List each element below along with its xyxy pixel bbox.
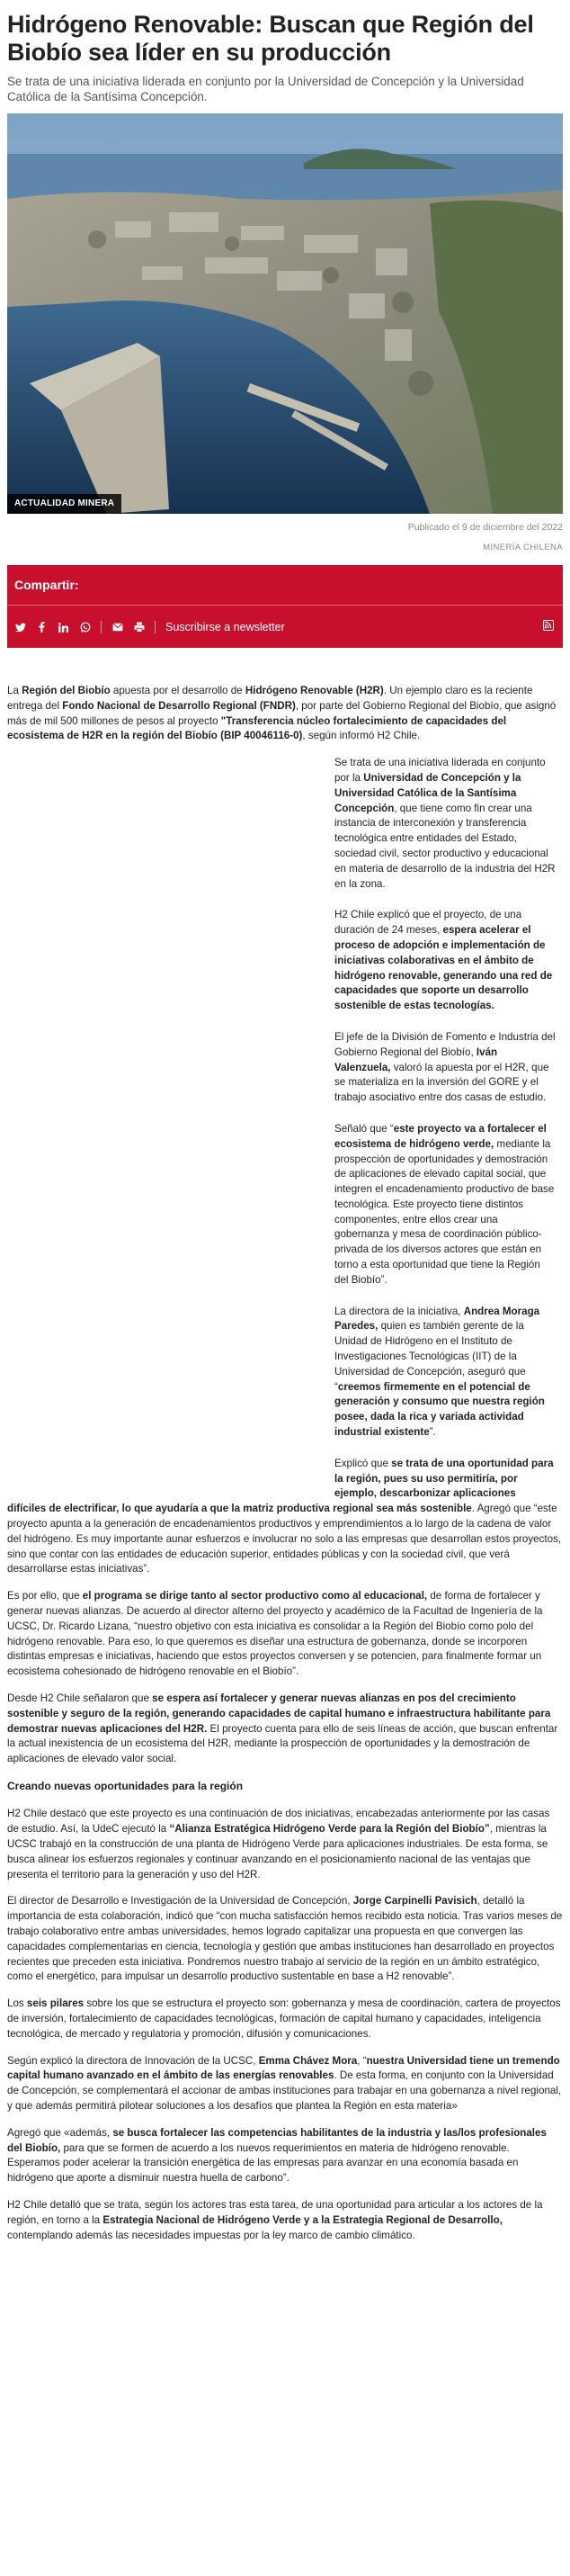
share-separator <box>155 621 156 633</box>
bold-text: Hidrógeno Renovable (H2R) <box>245 684 384 696</box>
linkedin-icon[interactable] <box>58 622 69 633</box>
whatsapp-icon[interactable] <box>79 622 91 633</box>
bold-text: Iván Valenzuela, <box>334 1046 498 1073</box>
paragraph <box>334 908 556 1014</box>
paragraph <box>334 1122 556 1288</box>
text-run: Agregó que «además, <box>7 2126 113 2139</box>
text-run: El director de Desarrollo e Investigación de la Universidad de Concepción, <box>7 1895 353 1907</box>
text-run: contemplando además las necesidades impuestas por la ley marco de cambio climático. <box>7 2229 415 2241</box>
text-run: quien es también gerente de la Unidad de Hidrógeno en el Instituto de Investigaciones Tecnológicas (IIT) de la Universidad de Concepción, aseguró que “ <box>334 1320 526 1393</box>
bold-text: Emma Chávez Mora <box>258 2054 358 2067</box>
bold-text: difíciles de electrificar, lo que ayudaría a que la matriz productiva regional sea más sostenible <box>7 1503 472 1515</box>
paragraph <box>7 1692 563 1767</box>
bold-text: creemos firmemente en el potencial de generación y consumo que nuestra región posee, dada la rica y variada actividad industrial existente <box>334 1380 545 1439</box>
bold-text: Jorge Carpinelli Pavisich <box>352 1895 477 1907</box>
bold-text: Región del Biobío <box>22 684 111 696</box>
paragraph <box>7 2126 563 2186</box>
paragraph <box>334 1457 556 1502</box>
body-column <box>334 756 556 1502</box>
share-bar <box>7 565 563 648</box>
bold-text: se trata de una oportunidad para la región, pues su uso permitiría, por ejemplo, descarbonizar aplicaciones <box>334 1457 554 1500</box>
text-run: H2 Chile explicó que el proyecto, de una duración de 24 meses, <box>334 909 522 937</box>
text-run: Los <box>7 1997 27 2010</box>
text-run: ”. <box>429 1426 436 1439</box>
bold-text: “Alianza Estratégica Hidrógeno Verde para la Región del Biobío” <box>169 1823 490 1836</box>
paragraph <box>7 1997 563 2042</box>
bold-text: Fondo Nacional de Desarrollo Regional (FNDR) <box>62 699 296 712</box>
paragraph <box>7 684 563 744</box>
paragraph <box>7 2054 563 2114</box>
paragraph <box>7 1502 563 1577</box>
bold-text: Universidad de Concepción y la Universidad Católica de la Santísima Concepción <box>334 771 521 814</box>
text-run: , detalló la importancia de esta colaboración, indicó que “con mucha satisfacción hemos recibido esta noticia. Tras varios meses de trabajo colaborativo entre ambas universidades, hemos logrado capitalizar una propuesta en que convergen las capacidades complementarias en ciencia, tecnología y gestión que ambas instituciones han desarrollado en proyectos recientes que preceden esta iniciativa. Pondremos nuestro trabajo al servicio de la región en un ámbito estratégico, como el energético, para impulsar un desarrollo productivo sustentable en base a H2 renovable”. <box>7 1895 563 1983</box>
text-run: El proyecto cuenta para ello de seis líneas de acción, que buscan enfrentar la actual inexistencia de un ecosistema del H2R, mediante la prospección de oportunidades y la demostración de aplicaciones de elevado valor social. <box>7 1722 558 1765</box>
text-run: apuesta por el desarrollo de <box>110 684 245 696</box>
article-lead: Se trata de una iniciativa liderada en conjunto por la Universidad de Concepción y la Universidad Católica de la Santísima Concepción. <box>7 75 524 103</box>
hero-image <box>7 113 563 514</box>
image-category-tag: ACTUALIDAD MINERA <box>7 494 121 515</box>
paragraph <box>334 1305 556 1441</box>
share-separator <box>101 621 102 633</box>
text-run: , por parte del Gobierno Regional del Biobío, que asignó más de mil 500 millones de pesos al proyecto <box>7 699 557 727</box>
paragraph <box>7 2198 563 2243</box>
paragraph <box>7 1894 563 1985</box>
bold-text: este proyecto va a fortalecer el ecosistema de hidrógeno verde, <box>334 1122 547 1150</box>
text-run: Según explicó la directora de Innovación de la UCSC, <box>7 2054 259 2067</box>
text-run: La directora de la iniciativa, <box>334 1305 464 1317</box>
text-run: . Agregó que “este proyecto apunta a la generación de encadenamientos productivos y emprendimientos a lo largo de la cadena de valor del hidrógeno. Es muy importante aunar esfuerzos e involucrar no solo a las empresas que desarrollan estos proyectos, sino que contar con las entidades de educación superior, entidades públicas y con la sociedad civil, que verá desarrollarse estas iniciativas”. <box>7 1503 562 1575</box>
subscribe-newsletter-link[interactable]: Suscribirse a newsletter <box>165 620 285 633</box>
print-icon[interactable] <box>133 622 145 633</box>
text-run: . Un ejemplo claro es la reciente entrega del <box>7 684 533 712</box>
share-divider <box>7 605 563 606</box>
source-name: MINERÍA CHILENA <box>483 543 563 553</box>
text-run: , “ <box>357 2054 367 2067</box>
bold-text: "Transferencia núcleo fortalecimiento de capacidades del ecosistema de H2R en la región del Biobío (BIP 40046116-0) <box>7 714 507 742</box>
article-title: Hidrógeno Renovable: Buscan que Región del Biobío sea líder en su producción <box>7 11 534 66</box>
publish-date: Publicado el 9 de diciembre del 2022 <box>407 522 563 533</box>
text-run: de forma de fortalecer y generar nuevas alianzas. De acuerdo al director alterno del proyecto y académico de la Facultad de Ingeniería de la UCSC, Dr. Ricardo Lizana, “nuestro objetivo con esta iniciativa es consolidar a la Región del Biobío como polo del hidrógeno renovable. Para eso, lo que queremos es diseñar una estructura de gobernanza, donde se incorporen distintas empresas e iniciativas, haciendo que estos proyectos conversen y se potencien, para finalmente formar un ecosistema cohesionado de hidrógeno renovable en el Biobío”. <box>7 1590 543 1678</box>
bold-text: nuestra Universidad tiene un tremendo capital humano avanzado en el ámbito de las energías renovables <box>7 2054 560 2082</box>
port-aerial-photo <box>7 113 563 514</box>
bold-text: Andrea Moraga Paredes, <box>334 1305 540 1333</box>
text-run: , mientras la UCSC trabajó en la construcción de una planta de Hidrógeno Verde para aplicaciones industriales. De esta forma, se busca alinear los esfuerzos regionales y continuar avanzando en el posicionamiento nacional de las ventajas que presenta el territorio para la generación y uso del H2R. <box>7 1823 548 1880</box>
rss-icon[interactable] <box>543 620 554 631</box>
paragraph <box>7 1589 563 1680</box>
text-run: La <box>7 684 22 696</box>
facebook-icon[interactable] <box>36 622 48 633</box>
paragraph <box>7 1807 563 1882</box>
email-icon[interactable] <box>111 622 123 633</box>
bold-text: Estrategia Nacional de Hidrógeno Verde y a la Estrategia Regional de Desarrollo, <box>102 2213 503 2226</box>
paragraph <box>334 756 556 892</box>
text-run: Explicó que <box>334 1457 392 1469</box>
text-run: El jefe de la División de Fomento e Industria del Gobierno Regional del Biobío, <box>334 1030 556 1058</box>
text-run: , según informó H2 Chile. <box>302 730 421 742</box>
twitter-icon[interactable] <box>14 622 26 633</box>
text-run: . De esta forma, en conjunto con la Universidad de Concepción, se complementará el accionar de ambas instituciones para trabajar en una gobernanza a nivel regional, y que además permitirá pilotear soluciones a los desafíos que plantea la Región en esta materia» <box>7 2069 562 2112</box>
bold-text: se espera así fortalecer y generar nuevas alianzas en pos del crecimiento sostenible y seguro de la región, generando capacidades de capital humano e infraestructura habilitante para demostrar nuevas aplicaciones del H2R. <box>7 1692 551 1735</box>
paragraph <box>334 1030 556 1106</box>
text-run: Se trata de una iniciativa liderada en conjunto por la <box>334 757 546 784</box>
text-run: Desde H2 Chile señalaron que <box>7 1692 153 1704</box>
text-run: sobre los que se estructura el proyecto son: gobernanza y mesa de coordinación, cartera de proyectos de inversión, fortalecimiento de capacidades tecnológicas, formación de capital humano y capacidades, inteligencia tecnológica, de mercado y regulatoria y promoción, difusión y comunicaciones. <box>7 1997 561 2040</box>
text-run: valoró la apuesta por el H2R, que se materializa en la inversión del GORE y el trabajo asociativo entre dos casas de estudio. <box>334 1061 549 1104</box>
text-run: H2 Chile detalló que se trata, según los actores tras esta tarea, de una oportunidad para articular a los actores de la región, en torno a la <box>7 2198 543 2226</box>
share-label: Compartir: <box>14 577 79 592</box>
text-run: H2 Chile destacó que este proyecto es una continuación de dos iniciativas, encabezadas anteriormente por las casas de estudio. Así, la UdeC ejecutó la <box>7 1808 550 1836</box>
text-run: , que tiene como fin crear una instancia de interconexión y transferencia tecnológica entre entidades del Estado, sociedad civil, sector productivo y educacional en materia de desarrollo de la industria del H2R en la zona. <box>334 802 556 890</box>
text-run: Señaló que “ <box>334 1122 394 1135</box>
bold-text: se busca fortalecer las competencias habilitantes de la industria y las/los profesionales del Biobío, <box>7 2126 547 2154</box>
bold-text: seis pilares <box>26 1997 85 2010</box>
text-run: mediante la prospección de oportunidades y demostración de aplicaciones de elevado capital social, que integren el encadenamiento productivo de base tecnológica. Este proyecto tiene distintos componentes, entre ellos crear una gobernanza y mesa de coordinación público-privada de los diversos actores que están en torno a esta oportunidad que tiene la Región del Biobío”. <box>334 1137 555 1286</box>
section-heading: Creando nuevas oportunidades para la región <box>7 1779 244 1792</box>
bold-text: el programa se dirige tanto al sector productivo como al educacional, <box>82 1590 428 1602</box>
bold-text: espera acelerar el proceso de adopción e implementación de iniciativas colaborativas en el ámbito de hidrógeno renovable, generando una red de capacidades que soporte un desarrollo sostenible de estas tecnologías. <box>334 924 553 1012</box>
text-run: Es por ello, que <box>7 1590 83 1602</box>
text-run: para que se formen de acuerdo a los nuevos requerimientos en materia de hidrógeno renovable. Esperamos poder acelerar la transición energética de las empresas para avanzar en una economía basada en hidrógeno que aporte a disminuir nuestra huella de carbono”. <box>7 2141 519 2185</box>
share-icons <box>14 619 285 635</box>
article-body <box>7 684 563 2243</box>
